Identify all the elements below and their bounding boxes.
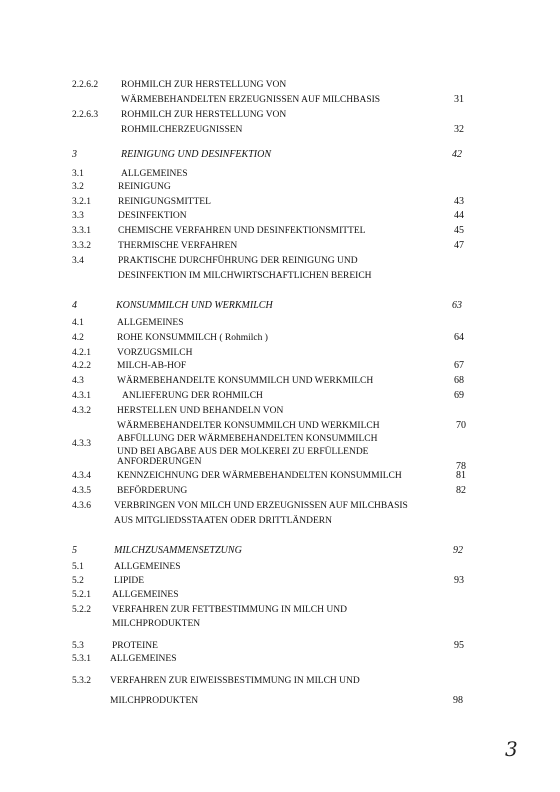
entry-title: MILCHPRODUKTEN: [110, 696, 199, 706]
entry-page: 70: [456, 420, 466, 431]
toc-entry: [0, 374, 560, 388]
entry-number: 3: [72, 149, 77, 160]
entry-title: ROHMILCH ZUR HERSTELLUNG VON: [121, 80, 287, 90]
entry-number: 3.2.1: [72, 197, 91, 207]
toc-entry: [0, 588, 560, 602]
entry-number: 4.1: [72, 318, 84, 328]
toc-entry: [0, 346, 560, 360]
entry-number: 4: [72, 300, 77, 311]
page-number: 3: [505, 737, 518, 761]
toc-entry: [0, 484, 560, 498]
entry-page: 78: [456, 461, 466, 472]
toc-entry: [0, 514, 560, 528]
entry-title: ABFÜLLUNG DER WÄRMEBEHANDELTEN KONSUMMILCH: [117, 434, 378, 444]
entry-title: ROHMILCH ZUR HERSTELLUNG VON: [121, 110, 287, 120]
entry-page: 42: [452, 149, 462, 160]
toc-entry: [0, 224, 560, 238]
entry-page: 69: [454, 390, 464, 401]
entry-number: 5: [72, 545, 77, 556]
entry-title: REINIGUNG UND DESINFEKTION: [121, 149, 271, 160]
entry-number: 4.2: [72, 333, 84, 343]
entry-title: ALLGEMEINES: [112, 590, 179, 600]
entry-number: 4.3.5: [72, 486, 91, 496]
entry-page: 98: [453, 695, 463, 706]
entry-title: DESINFEKTION: [118, 211, 187, 221]
entry-page: 63: [452, 300, 462, 311]
toc-entry: [0, 499, 560, 513]
entry-page: 81: [456, 470, 466, 481]
toc-entry: [0, 316, 560, 330]
entry-title: ALLGEMEINES: [114, 562, 181, 572]
toc-entry: [0, 359, 560, 373]
entry-page: 67: [454, 360, 464, 371]
entry-title: REINIGUNGSMITTEL: [118, 197, 211, 207]
entry-page: 93: [454, 575, 464, 586]
toc-entry: [0, 432, 560, 449]
entry-number: 4.3.1: [72, 391, 91, 401]
entry-page: 32: [454, 124, 464, 135]
entry-title: ALLGEMEINES: [117, 318, 184, 328]
entry-page: 31: [454, 94, 464, 105]
entry-title: ALLGEMEINES: [110, 654, 177, 664]
entry-number: 3.1: [72, 169, 84, 179]
entry-title: WÄRMEBEHANDELTEN ERZEUGNISSEN AUF MILCHBASIS: [121, 95, 381, 105]
entry-number: 4.3.4: [72, 471, 91, 481]
toc-chapter: [0, 148, 560, 162]
entry-number: 4.3: [72, 376, 84, 386]
entry-number: 2.2.6.2: [72, 80, 99, 90]
entry-title: UND BEI ABGABE AUS DER MOLKEREI ZU ERFÜLLENDE: [117, 447, 369, 457]
entry-page: 95: [454, 640, 464, 651]
entry-number: 5.2.1: [72, 590, 91, 600]
entry-title: VORZUGSMILCH: [117, 348, 193, 358]
entry-title: LIPIDE: [114, 576, 145, 586]
toc-entry: [0, 269, 560, 283]
entry-page: 64: [454, 332, 464, 343]
toc-entry: [0, 331, 560, 345]
toc-chapter: [0, 544, 560, 558]
entry-page: 82: [456, 485, 466, 496]
entry-number: 2.2.6.3: [72, 110, 99, 120]
entry-title: ANLIEFERUNG DER ROHMILCH: [122, 391, 263, 401]
toc-entry: [0, 404, 560, 418]
entry-title: PRAKTISCHE DURCHFÜHRUNG DER REINIGUNG UND: [118, 256, 358, 266]
toc-entry: [0, 195, 560, 209]
entry-title: VERBRINGEN VON MILCH UND ERZEUGNISSEN AUF MILCHBASIS: [114, 501, 408, 511]
toc-entry: [0, 694, 560, 708]
entry-title: ROHMILCHERZEUGNISSEN: [121, 125, 243, 135]
toc-entry: [0, 108, 560, 122]
entry-number: 3.3.2: [72, 241, 91, 251]
entry-number: 3.3.1: [72, 226, 91, 236]
entry-title: VERFAHREN ZUR FETTBESTIMMUNG IN MILCH UND: [112, 605, 347, 615]
entry-title: PROTEINE: [112, 641, 158, 651]
entry-title: DESINFEKTION IM MILCHWIRTSCHAFTLICHEN BEREICH: [118, 271, 372, 281]
toc-entry: [0, 419, 560, 433]
entry-title: MILCHPRODUKTEN: [112, 619, 201, 629]
entry-title: ALLGEMEINES: [121, 169, 188, 179]
entry-title: REINIGUNG: [118, 182, 171, 192]
toc-entry: [0, 93, 560, 107]
entry-number: 5.2.2: [72, 605, 91, 615]
entry-page: 92: [453, 545, 463, 556]
entry-number: 5.3.1: [72, 654, 91, 664]
toc-entry: [0, 652, 560, 666]
entry-page: 43: [454, 196, 464, 207]
entry-title: BEFÖRDERUNG: [117, 486, 188, 496]
entry-page: 47: [454, 240, 464, 251]
entry-page: 68: [454, 375, 464, 386]
entry-number: 5.3: [72, 641, 84, 651]
entry-number: 4.3.2: [72, 406, 91, 416]
entry-title: AUS MITGLIEDSSTAATEN ODER DRITTLÄNDERN: [114, 516, 332, 526]
entry-number: 4.2.1: [72, 348, 91, 358]
toc-entry: [0, 389, 560, 403]
entry-title: MILCHZUSAMMENSETZUNG: [114, 545, 242, 556]
toc-entry: [0, 560, 560, 574]
entry-page: 44: [454, 210, 464, 221]
toc-entry: [0, 639, 560, 653]
entry-number: 4.3.6: [72, 501, 91, 511]
toc-entry: [0, 603, 560, 617]
toc-entry: [0, 674, 560, 688]
toc-entry: [0, 617, 560, 631]
entry-title: VERFAHREN ZUR EIWEISSBESTIMMUNG IN MILCH UND: [110, 676, 360, 686]
entry-title: THERMISCHE VERFAHREN: [118, 241, 238, 251]
entry-title: ROHE KONSUMMILCH ( Rohmilch ): [117, 333, 268, 343]
toc-entry: [0, 254, 560, 268]
entry-number: 3.2: [72, 182, 84, 192]
entry-title: KONSUMMILCH UND WERKMILCH: [116, 300, 273, 311]
entry-title: WÄRMEBEHANDELTE KONSUMMILCH UND WERKMILCH: [117, 376, 374, 386]
toc-entry: [0, 123, 560, 137]
toc-entry: [0, 469, 560, 483]
entry-number: 3.4: [72, 256, 84, 266]
entry-number: 4.2.2: [72, 361, 91, 371]
entry-number: 3.3: [72, 211, 84, 221]
toc-entry: [0, 78, 560, 92]
entry-title: HERSTELLEN UND BEHANDELN VON: [117, 406, 284, 416]
toc-chapter: [0, 299, 560, 313]
entry-title: ANFORDERUNGEN: [117, 457, 202, 467]
entry-page: 45: [454, 225, 464, 236]
entry-number: 4.3.3: [72, 439, 91, 449]
toc-entry: [0, 167, 560, 181]
toc-entry: [0, 239, 560, 253]
entry-title: MILCH-AB-HOF: [117, 361, 187, 371]
entry-number: 5.3.2: [72, 676, 91, 686]
toc-entry: [0, 455, 560, 472]
entry-number: 5.2: [72, 576, 84, 586]
entry-title: WÄRMEBEHANDELTER KONSUMMILCH UND WERKMILCH: [117, 421, 380, 431]
toc-entry: [0, 209, 560, 223]
entry-title: CHEMISCHE VERFAHREN UND DESINFEKTIONSMITTEL: [118, 226, 366, 236]
entry-number: 5.1: [72, 562, 84, 572]
toc-entry: [0, 180, 560, 194]
toc-entry: [0, 574, 560, 588]
entry-title: KENNZEICHNUNG DER WÄRMEBEHANDELTEN KONSUMMILCH: [117, 471, 402, 481]
